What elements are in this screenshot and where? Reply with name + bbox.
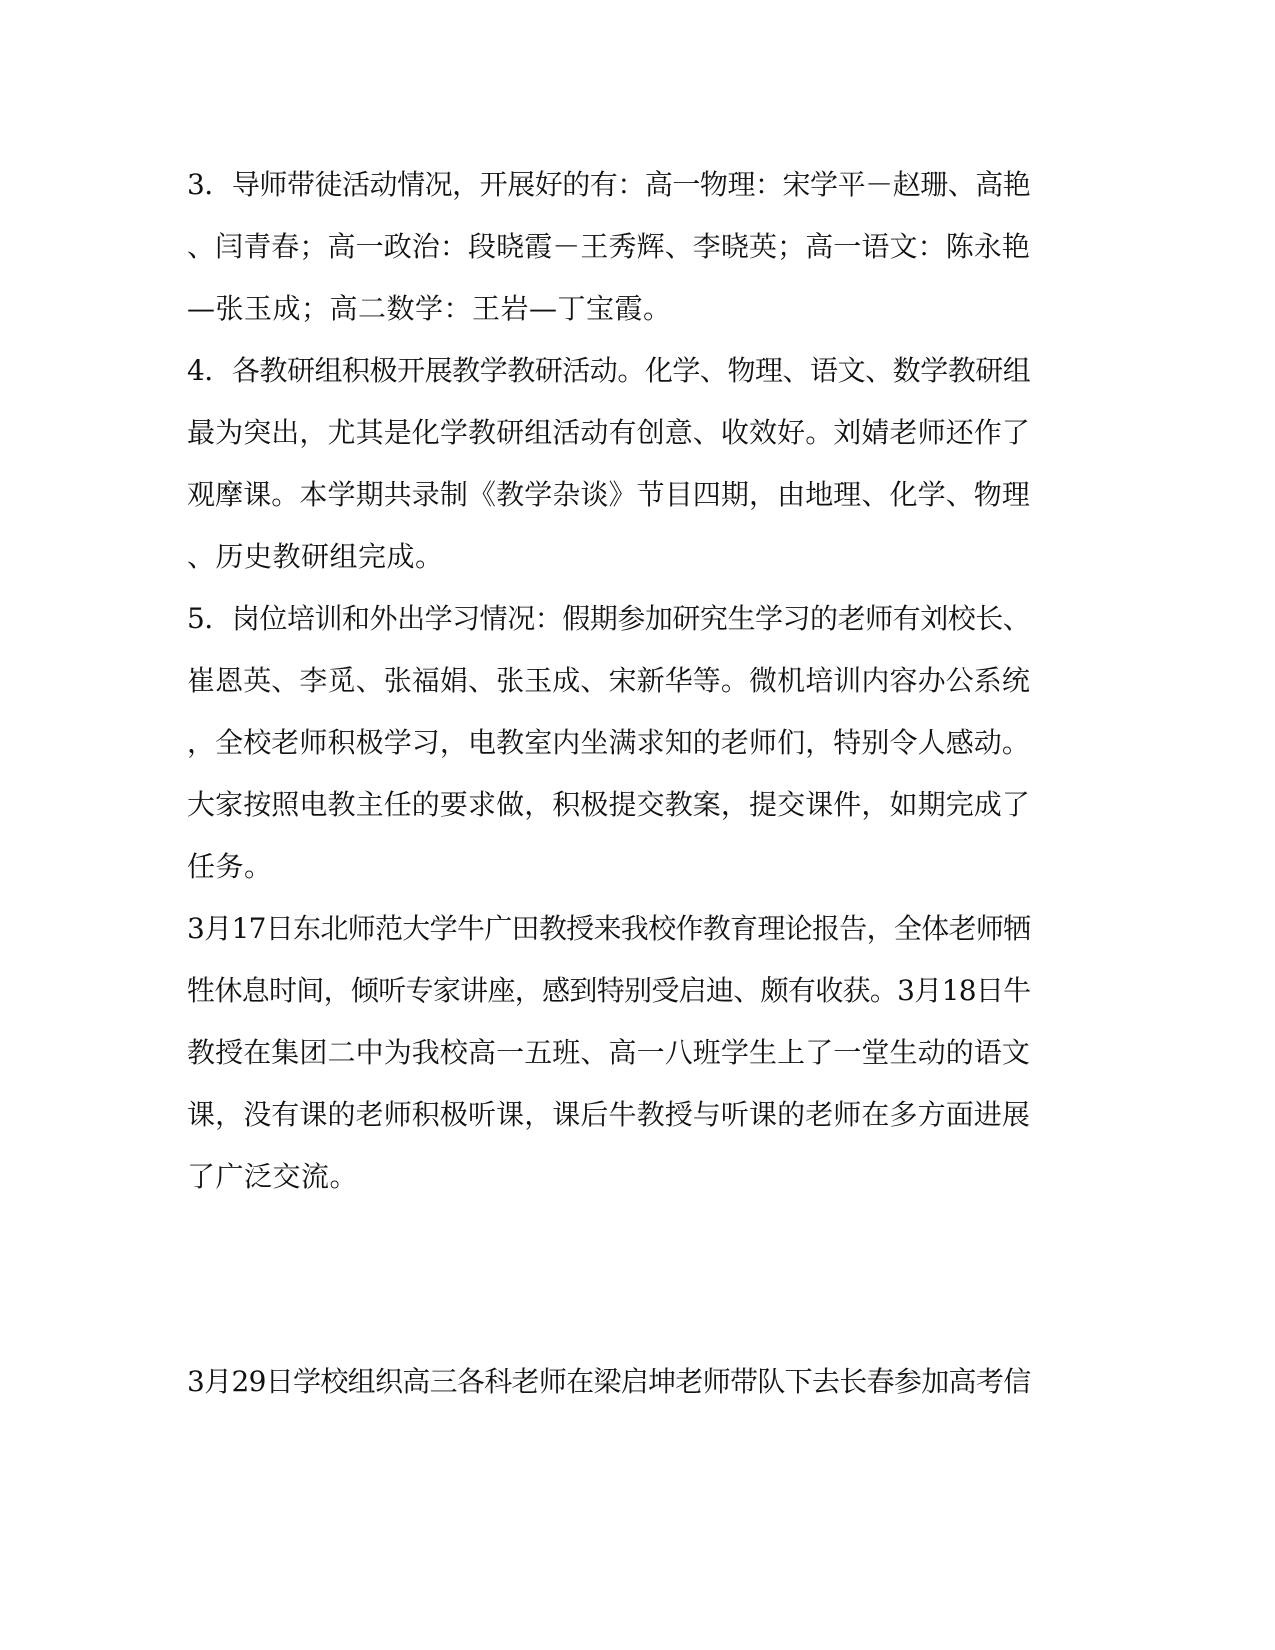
text-line: 5．岗位培训和外出学习情况：假期参加研究生学习的老师有刘校长、 <box>187 602 1031 635</box>
text-line: 、历史教研组完成。 <box>187 540 444 573</box>
text-line: 3．导师带徒活动情况，开展好的有：高一物理：宋学平－赵珊、高艳 <box>187 168 1031 201</box>
text-line: ，全校老师积极学习，电教室内坐满求知的老师们，特别令人感动。 <box>187 726 1031 759</box>
text-line: 3月17日东北师范大学牛广田教授来我校作教育理论报告，全体老师牺 <box>187 912 1031 945</box>
text-line: 牲休息时间，倾听专家讲座，感到特别受启迪、颇有收获。3月18日牛 <box>187 974 1031 1007</box>
text-line: 、闫青春；高一政治：段晓霞－王秀辉、李晓英；高一语文：陈永艳 <box>187 230 1031 263</box>
text-line: 教授在集团二中为我校高一五班、高一八班学生上了一堂生动的语文 <box>187 1036 1031 1069</box>
text-line: —张玉成；高二数学：王岩—丁宝霞。 <box>187 292 672 325</box>
text-line: 最为突出，尤其是化学教研组活动有创意、收效好。刘婧老师还作了 <box>187 416 1031 449</box>
text-line: 崔恩英、李觅、张福娟、张玉成、宋新华等。微机培训内容办公系统 <box>187 664 1031 697</box>
text-line: 课，没有课的老师积极听课，课后牛教授与听课的老师在多方面进展 <box>187 1098 1031 1131</box>
text-line: 大家按照电教主任的要求做，积极提交教案，提交课件，如期完成了 <box>187 788 1031 821</box>
text-line: 了广泛交流。 <box>187 1160 359 1193</box>
text-line: 任务。 <box>187 850 273 883</box>
text-line: 3月29日学校组织高三各科老师在梁启坤老师带队下去长春参加高考信 <box>187 1365 1031 1398</box>
text-line: 4．各教研组积极开展教学教研活动。化学、物理、语文、数学教研组 <box>187 354 1031 387</box>
text-line: 观摩课。本学期共录制《教学杂谈》节目四期，由地理、化学、物理 <box>187 478 1031 511</box>
